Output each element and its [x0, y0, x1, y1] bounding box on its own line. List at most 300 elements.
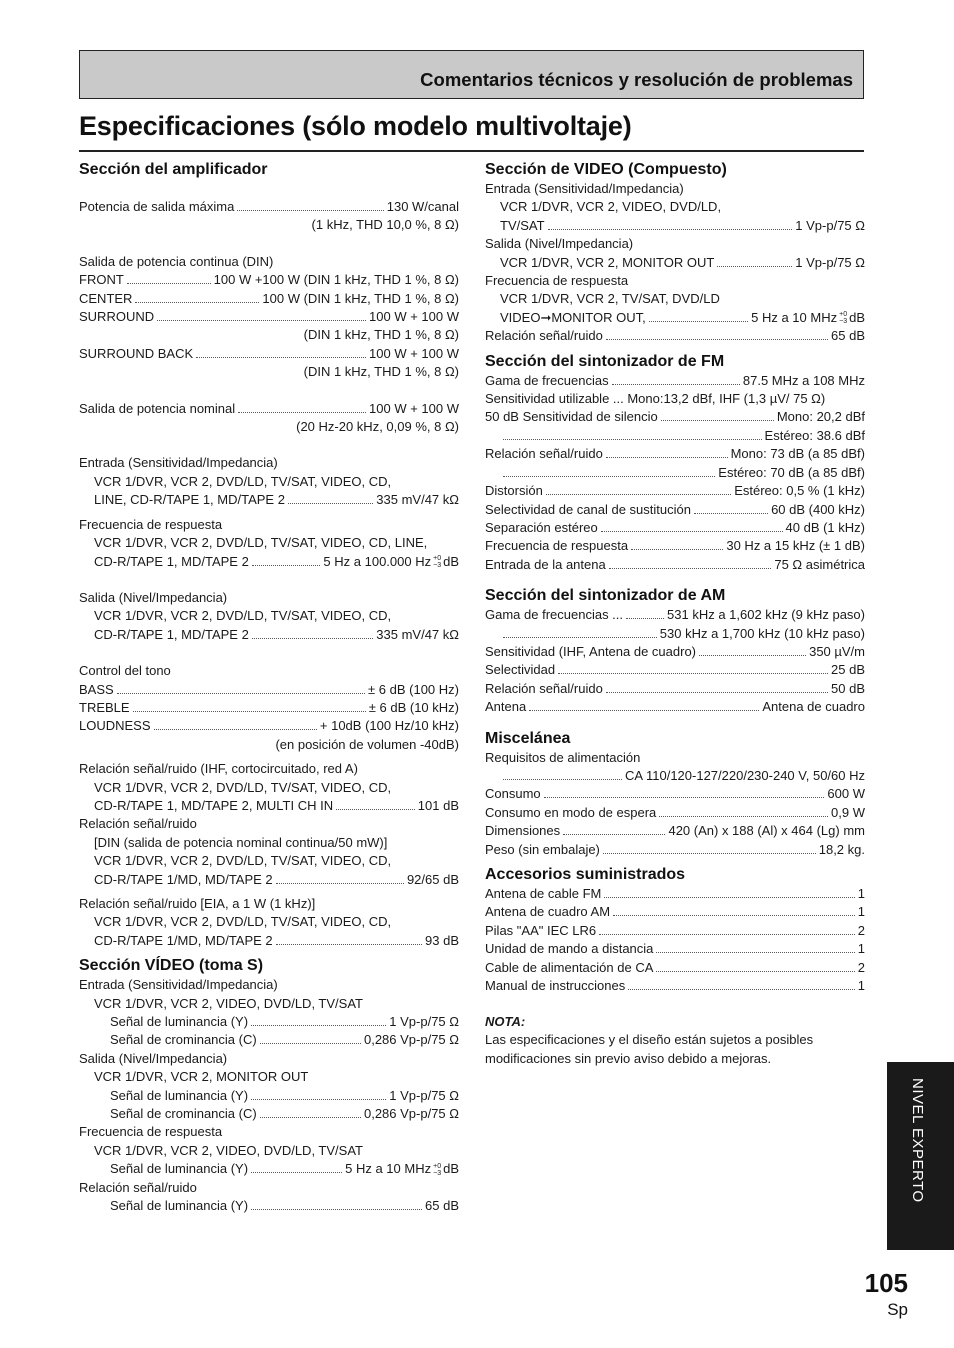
spec-value-text: CA 110/120-127/220/230-240 V, 50/60 Hz: [625, 767, 865, 783]
spec-row: [485, 482, 865, 500]
leader-dots: [117, 693, 365, 694]
spec-value-text: 1: [857, 941, 865, 957]
spec-row: [485, 841, 865, 859]
spacer: [79, 180, 459, 198]
spec-value: [369, 308, 459, 326]
section-heading: Sección VÍDEO (toma S): [79, 957, 264, 975]
spec-text: Control del tono: [79, 663, 171, 679]
spec-row: [485, 977, 865, 995]
section-header-text: Comentarios técnicos y resolución de problemas: [420, 69, 853, 90]
leader-dots: [503, 779, 622, 780]
leader-dots: [613, 915, 855, 916]
spacer: [79, 235, 459, 253]
spec-label: SURROUND: [79, 309, 155, 325]
tolerance-plus: +0: [433, 555, 442, 563]
title-rule: [79, 150, 864, 152]
spec-label: CD-R/TAPE 1, MD/TAPE 2: [94, 553, 249, 569]
spec-value-text: Antena de cuadro: [762, 699, 865, 715]
spec-value: [718, 464, 865, 482]
spec-label: Separación estéreo: [485, 519, 598, 535]
spec-unit: dB: [443, 1161, 459, 1177]
spec-value: [667, 606, 865, 624]
leader-dots: [157, 320, 366, 321]
spec-row: [485, 885, 865, 903]
spacer: [79, 571, 459, 589]
leader-dots: [503, 439, 762, 440]
spec-label: Cable de alimentación de CA: [485, 959, 654, 975]
spec-row: [79, 400, 459, 418]
spec-value: [858, 922, 865, 940]
leader-dots: [546, 494, 731, 495]
spec-value: [858, 977, 865, 995]
leader-dots: [601, 531, 783, 532]
spec-value-text: 101 dB: [417, 797, 459, 813]
spec-row: [79, 1031, 459, 1049]
tolerance: [839, 311, 847, 325]
spec-value-text: 420 (An) x 188 (Al) x 464 (Lg) mm: [668, 823, 865, 839]
spec-label: Potencia de salida máxima: [79, 199, 235, 214]
spec-label: VIDEO➞MONITOR OUT,: [500, 309, 646, 325]
leader-dots: [599, 934, 855, 935]
spec-condition: (DIN 1 kHz, THD 1 %, 8 Ω): [303, 364, 459, 380]
leader-dots: [196, 357, 366, 358]
spec-row: [485, 661, 865, 679]
spec-value: [827, 785, 865, 803]
spec-value-text: ± 6 dB (100 Hz): [368, 681, 459, 697]
spec-row: [485, 606, 865, 624]
spec-value: [668, 822, 865, 840]
spec-value-text: 1: [857, 978, 865, 994]
spec-row: [485, 445, 865, 463]
leader-dots: [548, 229, 793, 230]
spec-value: [660, 625, 865, 643]
leader-dots: [252, 638, 373, 639]
spec-text: VCR 1/DVR, VCR 2, MONITOR OUT: [94, 1069, 309, 1085]
spec-text: VCR 1/DVR, VCR 2, VIDEO, DVD/LD,: [500, 199, 722, 215]
spec-row: [485, 922, 865, 940]
spec-row: [79, 932, 459, 950]
spec-value-text: 2: [857, 959, 865, 975]
spec-value: [771, 501, 865, 519]
spec-row: [485, 501, 865, 519]
spec-value-text: 600 W: [827, 786, 865, 802]
spec-value-text: Mono: 20,2 dBf: [776, 409, 865, 425]
leader-dots: [558, 673, 828, 674]
spec-value-text: 0,9 W: [831, 804, 865, 820]
spec-row: [79, 626, 459, 644]
spec-value: [734, 482, 865, 500]
spec-text: [DIN (salida de potencia nominal continua/50 mW)]: [94, 834, 388, 850]
spec-value-text: 87.5 MHz a 108 MHz: [742, 372, 865, 388]
spec-text: Frecuencia de respuesta: [79, 1124, 223, 1140]
leader-dots: [661, 420, 774, 421]
spec-value-text: 18,2 kg.: [818, 841, 865, 857]
tolerance-minus: −3: [433, 562, 442, 570]
spec-label: TV/SAT: [500, 217, 545, 233]
leader-dots: [260, 1043, 361, 1044]
tolerance: [433, 1163, 441, 1177]
leader-dots: [237, 210, 383, 211]
spec-row: [485, 556, 865, 574]
spec-text: modificaciones sin previo aviso debido a mejoras.: [485, 1050, 772, 1066]
tolerance-plus: +0: [839, 311, 848, 319]
spec-label: Manual de instrucciones: [485, 978, 626, 994]
spec-value-text: 530 kHz a 1,700 kHz (10 kHz paso): [659, 625, 865, 641]
leader-dots: [606, 339, 828, 340]
spec-label: Antena de cuadro AM: [485, 904, 611, 920]
section-heading: Sección del sintonizador de FM: [485, 352, 725, 370]
spec-row: [485, 804, 865, 822]
left-column: [79, 160, 459, 1216]
spacer: [79, 382, 459, 400]
spec-row: [79, 717, 459, 735]
spec-text: Las especificaciones y el diseño están sujetos a posibles: [485, 1032, 814, 1048]
spec-row: [79, 681, 459, 699]
spec-value-text: 100 W + 100 W: [369, 400, 459, 416]
leader-dots: [609, 568, 772, 569]
spec-label: Sensitividad (IHF, Antena de cuadro): [485, 643, 697, 659]
spec-value: [831, 804, 865, 822]
spec-value-text: ± 6 dB (10 kHz): [368, 699, 459, 715]
spec-label: Dimensiones: [485, 823, 561, 839]
spec-value-text: 92/65 dB: [406, 871, 459, 887]
spec-value: [418, 797, 459, 815]
spec-value: [625, 767, 865, 785]
spec-text: VCR 1/DVR, VCR 2, VIDEO, DVD/LD, TV/SAT: [94, 1142, 363, 1158]
spec-text: Relación señal/ruido [EIA, a 1 W (1 kHz)]: [79, 896, 316, 911]
spec-row: [485, 309, 865, 327]
spec-row: [485, 698, 865, 716]
leader-dots: [251, 1025, 386, 1026]
spec-label: LINE, CD-R/TAPE 1, MD/TAPE 2: [94, 492, 285, 508]
leader-dots: [276, 944, 422, 945]
spec-label: CD-R/TAPE 1/MD, MD/TAPE 2: [94, 871, 273, 887]
spec-value: [214, 271, 459, 289]
spec-value: [364, 1031, 459, 1049]
spec-value: [765, 427, 865, 445]
spacer: [485, 574, 865, 586]
spec-label: Gama de frecuencias ...: [485, 607, 624, 623]
spec-text: VCR 1/DVR, VCR 2, DVD/LD, TV/SAT, VIDEO, CD,: [94, 853, 392, 869]
spec-value: [369, 345, 459, 363]
spec-value-text: 1: [857, 904, 865, 920]
spec-text: VCR 1/DVR, VCR 2, DVD/LD, TV/SAT, VIDEO, CD,: [94, 608, 392, 624]
leader-dots: [563, 834, 665, 835]
spec-row: [79, 271, 459, 289]
spec-value: [858, 940, 865, 958]
spec-row: [485, 959, 865, 977]
spec-text: VCR 1/DVR, VCR 2, TV/SAT, DVD/LD: [500, 291, 720, 307]
spec-row: [79, 1160, 459, 1178]
spec-row: [485, 643, 865, 661]
spec-text: VCR 1/DVR, VCR 2, DVD/LD, TV/SAT, VIDEO, CD, LINE,: [94, 535, 428, 551]
spec-label: Consumo en modo de espera: [485, 804, 657, 820]
spec-label: CD-R/TAPE 1, MD/TAPE 2, MULTI CH IN: [94, 797, 334, 813]
spec-value-text: 65 dB: [425, 1198, 459, 1214]
spec-value: [858, 885, 865, 903]
leader-dots: [606, 457, 728, 458]
spacer: [79, 644, 459, 662]
section-heading: Sección del sintonizador de AM: [485, 587, 726, 605]
spec-text: Relación señal/ruido: [79, 816, 197, 832]
spec-value-text: 335 mV/47 kΩ: [376, 626, 459, 642]
spec-value: [786, 519, 865, 537]
spec-row: [79, 198, 459, 216]
spec-row: [79, 290, 459, 308]
leader-dots: [544, 797, 825, 798]
spec-row: [485, 254, 865, 272]
leader-dots: [612, 384, 740, 385]
spec-row: [79, 1013, 459, 1031]
spec-value: [376, 491, 459, 509]
leader-dots: [252, 565, 321, 566]
spec-value-text: 60 dB (400 kHz): [771, 501, 865, 517]
leader-dots: [717, 266, 792, 267]
spec-value: [407, 871, 459, 889]
spec-label: Relación señal/ruido: [485, 328, 603, 344]
spec-label: Señal de crominancia (C): [110, 1106, 257, 1122]
section-heading: Accesorios suministrados: [485, 866, 686, 883]
section-heading: Sección del amplificador: [79, 161, 268, 178]
spec-value: [858, 959, 865, 977]
spec-value: [364, 1105, 459, 1123]
spec-label: Gama de frecuencias: [485, 372, 609, 388]
spec-condition: (DIN 1 kHz, THD 1 %, 8 Ω): [303, 327, 459, 343]
spec-value-text: 100 W +100 W (DIN 1 kHz, THD 1 %, 8 Ω): [213, 272, 459, 288]
spec-value: [369, 400, 459, 418]
spec-text: Entrada (Sensitividad/Impedancia): [79, 977, 278, 993]
spec-value: [369, 699, 459, 717]
spec-value-text: 5 Hz a 10 MHz: [345, 1161, 432, 1177]
spec-value: [795, 254, 865, 272]
leader-dots: [336, 809, 415, 810]
spec-value: [762, 698, 865, 716]
spec-row: [485, 537, 865, 555]
spec-row: [79, 308, 459, 326]
spec-value-text: 0,286 Vp-p/75 Ω: [363, 1032, 459, 1048]
spec-value-text: 93 dB: [425, 932, 459, 948]
tolerance-plus: +0: [433, 1162, 442, 1170]
page-language: Sp: [887, 1300, 908, 1319]
spec-condition: (1 kHz, THD 10,0 %, 8 Ω): [311, 217, 459, 233]
spec-value-text: Estéreo: 38.6 dBf: [764, 427, 865, 443]
spec-row: [485, 427, 865, 445]
spec-row: [79, 699, 459, 717]
spec-row: [485, 767, 865, 785]
spec-label: 50 dB Sensitividad de silencio: [485, 409, 658, 425]
spec-value: [376, 626, 459, 644]
spec-label: Relación señal/ruido: [485, 680, 603, 696]
spec-text: VCR 1/DVR, VCR 2, DVD/LD, TV/SAT, VIDEO, CD,: [94, 473, 392, 489]
spacer: [485, 717, 865, 729]
leader-dots: [529, 710, 759, 711]
leader-dots: [276, 883, 404, 884]
section-header-bar: [79, 50, 864, 99]
spec-label: FRONT: [79, 272, 124, 288]
spec-label: Señal de luminancia (Y): [110, 1014, 249, 1030]
spec-value-text: 1 Vp-p/75 Ω: [389, 1014, 459, 1030]
spec-value: [743, 372, 865, 390]
spec-value-text: 100 W (DIN 1 kHz, THD 1 %, 8 Ω): [262, 290, 459, 306]
spec-label: Consumo: [485, 786, 541, 802]
spec-label: SURROUND BACK: [79, 345, 194, 361]
tolerance-minus: −3: [839, 318, 848, 326]
spec-label: CD-R/TAPE 1/MD, MD/TAPE 2: [94, 932, 273, 948]
spec-label: Distorsión: [485, 483, 543, 499]
spec-row: [79, 345, 459, 363]
leader-dots: [288, 503, 373, 504]
leader-dots: [127, 283, 211, 284]
leader-dots: [135, 302, 259, 303]
spec-value-text: 50 dB: [831, 680, 865, 696]
spec-label: CD-R/TAPE 1, MD/TAPE 2: [94, 626, 249, 642]
spec-value: [831, 680, 865, 698]
spacer: [79, 436, 459, 454]
spec-value-text: 130 W/canal: [386, 199, 459, 214]
leader-dots: [656, 971, 854, 972]
spec-label: Unidad de mando a distancia: [485, 941, 654, 957]
spec-value-text: 531 kHz a 1,602 kHz (9 kHz paso): [667, 607, 865, 623]
page-title: Especificaciones (sólo modelo multivoltaje): [79, 111, 632, 141]
spec-row: [79, 1105, 459, 1123]
spec-text: Frecuencia de respuesta: [485, 273, 629, 289]
spec-label: BASS: [79, 681, 114, 697]
spec-text: VCR 1/DVR, VCR 2, DVD/LD, TV/SAT, VIDEO, CD,: [94, 779, 392, 795]
spec-value-text: 40 dB (1 kHz): [785, 519, 865, 535]
spec-row: [485, 785, 865, 803]
leader-dots: [133, 711, 366, 712]
leader-dots: [656, 952, 854, 953]
spec-unit: dB: [849, 309, 865, 325]
spec-row: [79, 553, 459, 571]
spec-text: VCR 1/DVR, VCR 2, VIDEO, DVD/LD, TV/SAT: [94, 995, 363, 1011]
spec-text: Sensitividad utilizable ... Mono:13,2 dBf, IHF (1,3 µV/ 75 Ω): [485, 391, 826, 407]
leader-dots: [238, 412, 366, 413]
spec-text: Frecuencia de respuesta: [79, 516, 223, 532]
leader-dots: [631, 549, 723, 550]
leader-dots: [260, 1117, 361, 1118]
spec-condition: (en posición de volumen -40dB): [275, 736, 459, 752]
spec-text: Entrada (Sensitividad/Impedancia): [485, 181, 684, 196]
spec-label: Señal de luminancia (Y): [110, 1198, 249, 1214]
spec-text: Salida (Nivel/Impedancia): [485, 236, 634, 252]
spec-label: VCR 1/DVR, VCR 2, MONITOR OUT: [500, 254, 715, 270]
spec-row: [485, 464, 865, 482]
spec-unit: dB: [443, 553, 459, 569]
leader-dots: [251, 1172, 342, 1173]
spec-label: LOUDNESS: [79, 718, 151, 734]
spec-label: Señal de crominancia (C): [110, 1032, 257, 1048]
spec-value-text: 75 Ω asimétrica: [774, 556, 865, 572]
spec-text: Relación señal/ruido: [79, 1179, 197, 1195]
spec-row: [485, 408, 865, 426]
spec-value-text: 30 Hz a 15 kHz (± 1 dB): [726, 538, 865, 554]
spec-value-text: 100 W + 100 W: [369, 309, 459, 325]
spec-value-text: 1 Vp-p/75 Ω: [795, 254, 865, 270]
leader-dots: [604, 897, 854, 898]
spec-value: [425, 1197, 459, 1215]
spec-row: [79, 797, 459, 815]
spec-value-text: 5 Hz a 100.000 Hz: [323, 553, 432, 569]
spec-label: Peso (sin embalaje): [485, 841, 600, 857]
spec-row: [79, 1087, 459, 1105]
spec-row: [485, 822, 865, 840]
spec-row: [485, 217, 865, 235]
spec-value-text: Estéreo: 70 dB (a 85 dBf): [718, 464, 865, 480]
side-tab: [887, 1062, 954, 1250]
section-heading: Miscelánea: [485, 729, 571, 747]
spec-text: Requisitos de alimentación: [485, 749, 641, 765]
spec-value-text: 1 Vp-p/75 Ω: [795, 217, 865, 233]
spec-value: [726, 537, 865, 555]
spec-value: [795, 217, 865, 235]
spec-value: [389, 1013, 459, 1031]
leader-dots: [694, 513, 768, 514]
leader-dots: [251, 1099, 386, 1100]
spec-value-text: 1 Vp-p/75 Ω: [389, 1087, 459, 1103]
tolerance: [433, 555, 441, 569]
spec-row: [485, 372, 865, 390]
spec-label: Señal de luminancia (Y): [110, 1087, 249, 1103]
spec-value-text: 100 W + 100 W: [369, 345, 459, 361]
leader-dots: [699, 655, 806, 656]
spec-value: [809, 643, 865, 661]
spec-value-text: 1: [857, 886, 865, 901]
spec-row: [79, 1197, 459, 1215]
spec-value: [368, 681, 459, 699]
leader-dots: [503, 476, 715, 477]
tolerance-minus: −3: [433, 1169, 442, 1177]
leader-dots: [154, 729, 317, 730]
spec-value-text: 25 dB: [831, 662, 865, 678]
spec-value-text: Mono: 73 dB (a 85 dBf): [730, 446, 865, 462]
leader-dots: [606, 692, 828, 693]
spec-label: Selectividad de canal de sustitución: [485, 501, 691, 517]
spec-value: [389, 1087, 459, 1105]
spec-value-text: 335 mV/47 kΩ: [376, 492, 459, 508]
leader-dots: [626, 618, 664, 619]
leader-dots: [628, 989, 855, 990]
spec-label: TREBLE: [79, 699, 130, 715]
spec-row: [485, 327, 865, 345]
side-tab-label: NIVEL EXPERTO: [909, 1078, 926, 1203]
spec-row: [79, 871, 459, 889]
spec-value: [345, 1160, 459, 1178]
spec-value: [320, 717, 459, 735]
spec-label: CENTER: [79, 290, 133, 306]
leader-dots: [649, 321, 748, 322]
spec-value: [323, 553, 459, 571]
spec-label: Selectividad: [485, 662, 556, 678]
spec-label: Relación señal/ruido: [485, 446, 603, 462]
spec-value: [831, 661, 865, 679]
spec-value: [262, 290, 459, 308]
spec-value: [425, 932, 459, 950]
spec-value-text: 65 dB: [831, 328, 865, 344]
spec-value-text: 5 Hz a 10 MHz: [751, 309, 838, 325]
spec-row: [79, 491, 459, 509]
spec-value: [777, 408, 865, 426]
spec-row: [485, 625, 865, 643]
spec-value-text: Estéreo: 0,5 % (1 kHz): [734, 483, 865, 499]
spec-value: [858, 903, 865, 921]
spec-row: [485, 519, 865, 537]
spec-label: Entrada de la antena: [485, 556, 606, 572]
spec-text: Salida (Nivel/Impedancia): [79, 1050, 228, 1066]
section-heading: Sección de VIDEO (Compuesto): [485, 161, 727, 178]
spec-text: VCR 1/DVR, VCR 2, DVD/LD, TV/SAT, VIDEO, CD,: [94, 914, 392, 930]
spec-text: Salida (Nivel/Impedancia): [79, 589, 228, 605]
